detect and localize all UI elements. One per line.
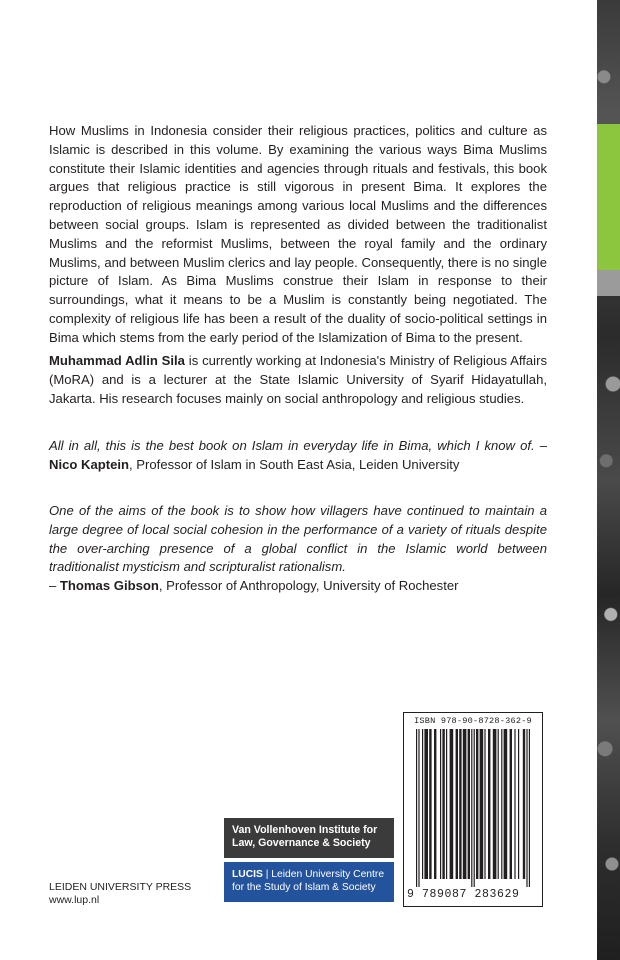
publisher-info [49,881,191,907]
barcode-bar [434,729,436,879]
endorsement-gibson: One of the aims of the book is to show how villagers have continued to maintain a large degree of local social cohesion in the performance of a variety of rituals despite the over-arching presence of a global conflict in the Islamic world between traditionalist mysticism and scripturalist rationalism. – Thomas Gibson, Professor of Anthropology, University of Rochester [49,503,547,594]
barcode-bar [424,729,428,879]
barcode-bar [416,729,417,887]
endorsement-kaptein: All in all, this is the best book on Islam in everyday life in Bima, which I know of. – Nico Kaptein, Professor of Islam in South East Asia, Leiden University [49,438,548,472]
endorsement-quote: One of the aims of the book is to show how villagers have continued to maintain a large degree of local social cohesion in the performance of a variety of rituals despite the over-arching presence of a global conflict in the Islamic world between traditionalist mysticism and scripturalist rationalism. [49,503,547,575]
barcode-bar [526,729,527,887]
barcode-bar [498,729,499,879]
barcode-bar [510,729,512,879]
barcode-bar [488,729,490,879]
endorsement-quote: All in all, this is the best book on Islam in everyday life in Bima, which I know of. [49,438,535,453]
publisher-url: www.lup.nl [49,894,100,906]
isbn-barcode [403,712,543,907]
green-accent-bar [597,124,620,270]
barcode-bar [476,729,478,879]
barcode-bar [514,729,515,879]
barcode-bar [429,729,431,879]
barcode-bar [459,729,461,879]
author-bio-text: is currently working at Indonesia's Ministry of Religious Affairs (MoRA) and is a lecturer at the State Islamic University of Syarif Hidayatullah, Jakarta. His research focuses mainly on social anthropology and religious studies. [49,353,547,406]
barcode-bar [504,729,508,879]
endorser-name: Thomas Gibson [59,578,159,594]
barcode-bar [456,729,458,879]
barcode-bar [518,729,519,879]
barcode-bars [414,729,534,887]
publisher-name: LEIDEN UNIVERSITY PRESS [49,881,192,893]
grey-accent-bar [597,270,620,296]
barcode-bar [442,729,444,879]
barcode-bar [471,729,472,887]
barcode-bar [484,729,485,879]
barcode-bar [446,729,447,879]
barcode-bar [440,729,441,879]
endorser-affiliation: , Professor of Anthropology, University of Rochester [158,578,459,594]
book-blurb: How Muslims in Indonesia consider their religious practices, politics and culture as Islamic is described in this volume. By examining the various ways Bima Muslims constitute their Islamic identities and agencies through rituals and festivals, this book argues that religious practice is still vigorous in present Bima. It explores the reproduction of religious meanings among various local Muslims and the differences between social groups. Islam is represented as divided between the traditionalist Muslims and the reformist Muslims, between the royal family and the ordinary Muslims, and between Muslim clerics and lay people. Consequently, there is no single picture of Islam. As Bima Muslims construe their Islam in response to their surroundings, what it means to be a Muslim is constantly being negotiated. The complexity of religious life has been a result of the duality of socio-political settings in Bima which stems from the early period of the Islamization of Bima to the present. [49,123,547,345]
barcode-bar [468,729,470,879]
barcode-bar [501,729,502,879]
van-vollenhoven-logo: Van Vollenhoven Institute for Law, Governance & Society [224,818,394,858]
endorser-affiliation: , Professor of Islam in South East Asia, Leiden University [129,456,460,472]
barcode-digits: 9 789087 283629 [407,888,520,901]
barcode-bar [474,729,475,887]
barcode-bar [418,729,419,887]
barcode-bar [529,729,530,887]
barcode-bar [493,729,497,879]
author-bio [49,352,547,408]
barcode-bar [450,729,454,879]
lucis-logo: LUCIS | Leiden University Centre for the Study of Islam & Society [224,862,394,902]
barcode-bar [523,729,525,879]
author-name: Muhammad Adlin Sila [49,353,185,368]
barcode-bar [480,729,484,879]
barcode-bar [463,729,467,879]
isbn-label: ISBN 978-90-8728-362-9 [414,716,532,726]
endorser-name: Nico Kaptein [49,456,130,472]
barcode-bar [422,729,423,879]
